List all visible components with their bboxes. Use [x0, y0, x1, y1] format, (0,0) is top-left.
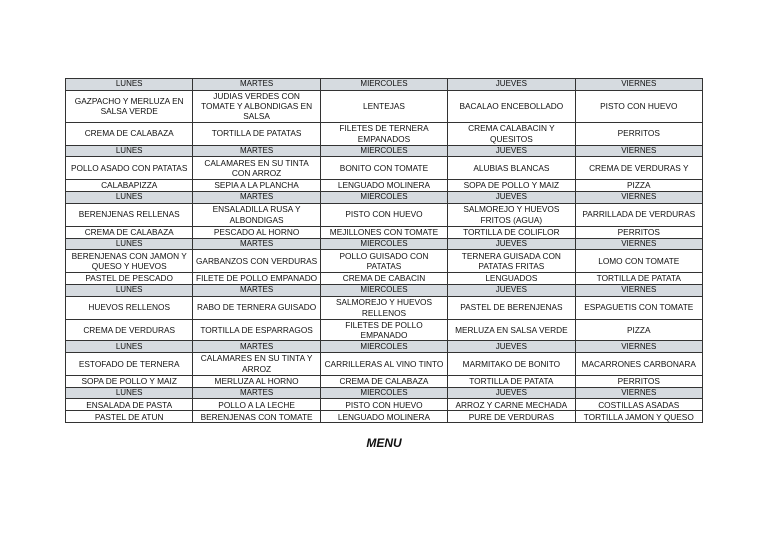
meal-cell: ENSALADILLA RUSA Y ALBONDIGAS [193, 203, 320, 226]
meal-cell: SALMOREJO Y HUEVOS RELLENOS [320, 296, 447, 319]
meal-cell: POLLO GUISADO CON PATATAS [320, 250, 447, 273]
meal-row [66, 411, 703, 423]
meal-cell: HUEVOS RELLENOS [66, 296, 193, 319]
meal-cell: PISTO CON HUEVO [320, 399, 447, 411]
meal-cell: ARROZ Y CARNE MECHADA [448, 399, 575, 411]
meal-cell: TORTILLA JAMON Y QUESO [575, 411, 702, 423]
meal-cell: TERNERA GUISADA CON PATATAS FRITAS [448, 250, 575, 273]
meal-cell: MEJILLONES CON TOMATE [320, 226, 447, 238]
day-header-martes: MARTES [193, 238, 320, 250]
meal-cell: FILETES DE TERNERA EMPANADOS [320, 122, 447, 145]
day-header-martes: MARTES [193, 145, 320, 157]
meal-cell: ESTOFADO DE TERNERA [66, 352, 193, 375]
meal-cell: SEPIA A LA PLANCHA [193, 180, 320, 192]
meal-cell: CREMA DE CABACIN [320, 273, 447, 285]
meal-cell: PASTEL DE ATUN [66, 411, 193, 423]
day-header-jueves: JUEVES [448, 341, 575, 353]
meal-cell: RABO DE TERNERA GUISADO [193, 296, 320, 319]
day-header-lunes: LUNES [66, 192, 193, 204]
meal-cell: SALMOREJO Y HUEVOS FRITOS (AGUA) [448, 203, 575, 226]
meal-cell: BERENJENAS RELLENAS [66, 203, 193, 226]
day-header-viernes: VIERNES [575, 79, 702, 91]
day-header-jueves: JUEVES [448, 285, 575, 297]
meal-cell: GARBANZOS CON VERDURAS [193, 250, 320, 273]
meal-row [66, 90, 703, 122]
meal-cell: SOPA DE POLLO Y MAIZ [66, 375, 193, 387]
day-header-jueves: JUEVES [448, 387, 575, 399]
menu-table [65, 78, 703, 423]
day-header-jueves: JUEVES [448, 238, 575, 250]
day-header-martes: MARTES [193, 79, 320, 91]
day-header-jueves: JUEVES [448, 192, 575, 204]
meal-cell: CREMA DE VERDURAS Y [575, 157, 702, 180]
meal-cell: POLLO ASADO CON PATATAS [66, 157, 193, 180]
meal-cell: FILETES DE POLLO EMPANADO [320, 319, 447, 341]
meal-row [66, 319, 703, 341]
menu-title: MENU [366, 436, 402, 450]
meal-row [66, 226, 703, 238]
meal-cell: ALUBIAS BLANCAS [448, 157, 575, 180]
meal-cell: CALAMARES EN SU TINTA Y ARROZ [193, 352, 320, 375]
meal-cell: TORTILLA DE ESPARRAGOS [193, 319, 320, 341]
meal-cell: CREMA DE CALABAZA [66, 226, 193, 238]
meal-cell: PESCADO AL HORNO [193, 226, 320, 238]
day-header-viernes: VIERNES [575, 192, 702, 204]
day-header-row [66, 341, 703, 353]
meal-cell: CREMA DE CALABAZA [320, 375, 447, 387]
meal-cell: BERENJENAS CON JAMON Y QUESO Y HUEVOS [66, 250, 193, 273]
day-header-jueves: JUEVES [448, 79, 575, 91]
menu-table-body [66, 79, 703, 423]
meal-cell: MERLUZA AL HORNO [193, 375, 320, 387]
meal-cell: PASTEL DE BERENJENAS [448, 296, 575, 319]
meal-cell: PARRILLADA DE VERDURAS [575, 203, 702, 226]
meal-cell: MERLUZA EN SALSA VERDE [448, 319, 575, 341]
day-header-miercoles: MIERCOLES [320, 341, 447, 353]
meal-cell: CALABAPIZZA [66, 180, 193, 192]
meal-cell: TORTILLA DE PATATA [448, 375, 575, 387]
day-header-row [66, 387, 703, 399]
meal-cell: LENTEJAS [320, 90, 447, 122]
day-header-row [66, 145, 703, 157]
day-header-row [66, 192, 703, 204]
day-header-martes: MARTES [193, 192, 320, 204]
meal-cell: PISTO CON HUEVO [575, 90, 702, 122]
day-header-row [66, 285, 703, 297]
meal-row [66, 399, 703, 411]
day-header-lunes: LUNES [66, 145, 193, 157]
meal-cell: PERRITOS [575, 226, 702, 238]
meal-cell: POLLO A LA LECHE [193, 399, 320, 411]
day-header-lunes: LUNES [66, 387, 193, 399]
meal-cell: FILETE DE POLLO EMPANADO [193, 273, 320, 285]
meal-cell: PERRITOS [575, 375, 702, 387]
day-header-martes: MARTES [193, 285, 320, 297]
meal-cell: TORTILLA DE PATATA [575, 273, 702, 285]
day-header-jueves: JUEVES [448, 145, 575, 157]
meal-cell: BACALAO ENCEBOLLADO [448, 90, 575, 122]
day-header-miercoles: MIERCOLES [320, 145, 447, 157]
day-header-martes: MARTES [193, 341, 320, 353]
meal-cell: CREMA CALABACIN Y QUESITOS [448, 122, 575, 145]
day-header-lunes: LUNES [66, 341, 193, 353]
meal-cell: ENSALADA DE PASTA [66, 399, 193, 411]
meal-cell: PERRITOS [575, 122, 702, 145]
meal-cell: PIZZA [575, 180, 702, 192]
meal-row [66, 203, 703, 226]
day-header-martes: MARTES [193, 387, 320, 399]
meal-row [66, 352, 703, 375]
meal-cell: ESPAGUETIS CON TOMATE [575, 296, 702, 319]
meal-cell: CALAMARES EN SU TINTA CON ARROZ [193, 157, 320, 180]
day-header-row [66, 79, 703, 91]
meal-row [66, 250, 703, 273]
day-header-row [66, 238, 703, 250]
meal-cell: GAZPACHO Y MERLUZA EN SALSA VERDE [66, 90, 193, 122]
day-header-miercoles: MIERCOLES [320, 387, 447, 399]
meal-cell: CREMA DE CALABAZA [66, 122, 193, 145]
meal-row [66, 157, 703, 180]
day-header-miercoles: MIERCOLES [320, 285, 447, 297]
meal-cell: JUDIAS VERDES CON TOMATE Y ALBONDIGAS EN SALSA [193, 90, 320, 122]
day-header-lunes: LUNES [66, 79, 193, 91]
day-header-miercoles: MIERCOLES [320, 192, 447, 204]
meal-row [66, 122, 703, 145]
meal-cell: LOMO CON TOMATE [575, 250, 702, 273]
meal-cell: BERENJENAS CON TOMATE [193, 411, 320, 423]
meal-cell: LENGUADOS [448, 273, 575, 285]
meal-cell: LENGUADO MOLINERA [320, 411, 447, 423]
day-header-viernes: VIERNES [575, 238, 702, 250]
meal-cell: CREMA DE VERDURAS [66, 319, 193, 341]
day-header-lunes: LUNES [66, 238, 193, 250]
day-header-lunes: LUNES [66, 285, 193, 297]
day-header-miercoles: MIERCOLES [320, 238, 447, 250]
day-header-viernes: VIERNES [575, 341, 702, 353]
meal-cell: TORTILLA DE PATATAS [193, 122, 320, 145]
day-header-viernes: VIERNES [575, 387, 702, 399]
meal-row [66, 180, 703, 192]
meal-row [66, 273, 703, 285]
meal-cell: TORTILLA DE COLIFLOR [448, 226, 575, 238]
meal-row [66, 296, 703, 319]
meal-cell: SOPA DE POLLO Y MAIZ [448, 180, 575, 192]
meal-row [66, 375, 703, 387]
meal-cell: COSTILLAS ASADAS [575, 399, 702, 411]
meal-cell: MACARRONES CARBONARA [575, 352, 702, 375]
meal-cell: MARMITAKO DE BONITO [448, 352, 575, 375]
meal-cell: LENGUADO MOLINERA [320, 180, 447, 192]
meal-cell: BONITO CON TOMATE [320, 157, 447, 180]
day-header-viernes: VIERNES [575, 145, 702, 157]
meal-cell: PISTO CON HUEVO [320, 203, 447, 226]
meal-cell: PIZZA [575, 319, 702, 341]
day-header-viernes: VIERNES [575, 285, 702, 297]
meal-cell: CARRILLERAS AL VINO TINTO [320, 352, 447, 375]
day-header-miercoles: MIERCOLES [320, 79, 447, 91]
meal-cell: PURE DE VERDURAS [448, 411, 575, 423]
meal-cell: PASTEL DE PESCADO [66, 273, 193, 285]
